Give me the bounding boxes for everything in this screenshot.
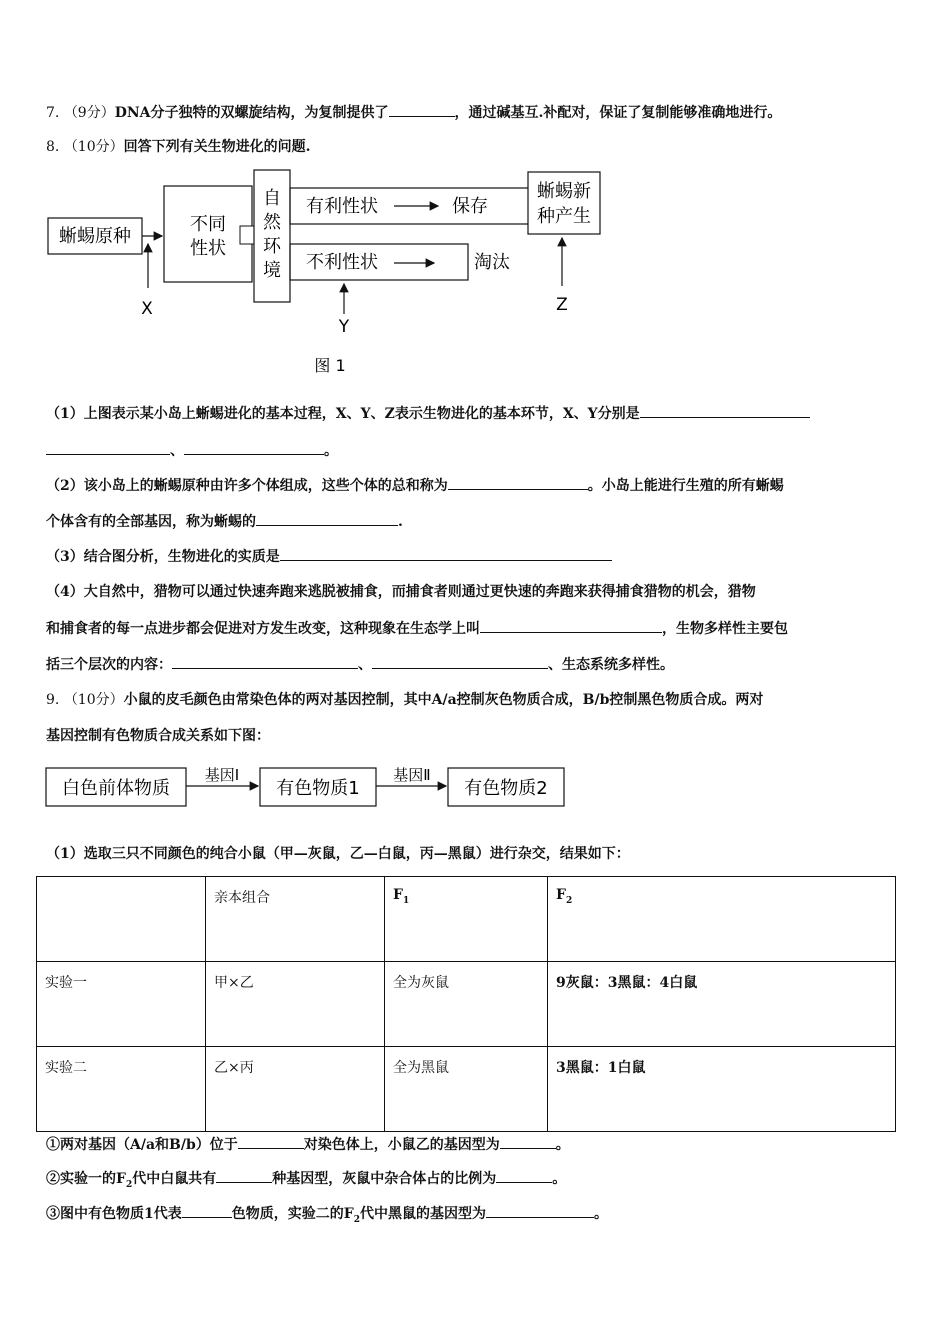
evolution-diagram <box>46 164 606 382</box>
q9-p1-text: （1）选取三只不同颜色的纯合小鼠（甲—灰鼠，乙—白鼠，丙—黑鼠）进行杂交，结果如下： <box>46 846 630 862</box>
label-x: X <box>141 299 153 319</box>
gene2-label: 基因Ⅱ <box>393 766 431 784</box>
q8-p1-line1 <box>46 403 910 424</box>
traits-line2: 性状 <box>190 238 226 259</box>
q9-s1-line <box>46 1134 910 1155</box>
table-cell: 实验一 <box>37 962 206 1047</box>
cross-results-table <box>36 876 896 1132</box>
label-y: Y <box>338 317 350 337</box>
table-header-row <box>37 877 896 962</box>
q9-s2-sub: 2 <box>125 1179 133 1190</box>
q8-p2-text-b: 。小岛上能进行生殖的所有蜥蜴 <box>587 478 784 494</box>
q8-p3-blank[interactable] <box>280 546 612 561</box>
table-row <box>37 962 896 1047</box>
q7-answer-blank[interactable] <box>389 102 455 117</box>
colored-substance-2-label: 有色物质2 <box>464 778 548 799</box>
q9-s2-blank-2[interactable] <box>496 1168 552 1183</box>
q7-line <box>46 102 910 123</box>
q9-s2-line <box>46 1168 910 1195</box>
q8-p4-text-c: ，生物多样性主要包 <box>662 621 788 637</box>
q9-text-b: 基因控制有色物质合成关系如下图： <box>46 728 270 744</box>
q9-s3-line <box>46 1203 910 1230</box>
q9-s1-text-a: ①两对基因（A/a和B/b）位于 <box>46 1137 238 1153</box>
q9-s2-text-c: 种基因型，灰鼠中杂合体占的比例为 <box>272 1171 497 1187</box>
q9-s1-blank-2[interactable] <box>500 1134 556 1149</box>
q8-p1-end: 。 <box>324 443 338 459</box>
q8-p1-line2 <box>46 440 910 461</box>
q8-p1-text: （1）上图表示某小岛上蜥蜴进化的基本过程，X、Y、Z表示生物进化的基本环节，X、Y分别是 <box>46 406 640 422</box>
new-species-line1: 蜥蜴新 <box>537 181 591 202</box>
q8-p2-text-a: （2）该小岛上的蜥蜴原种由许多个体组成，这些个体的总和称为 <box>46 478 448 494</box>
q8-p2-text-d: . <box>398 514 403 530</box>
q9-p1-line <box>46 844 910 864</box>
table-cell: 3黑鼠：1白鼠 <box>548 1047 896 1132</box>
q8-p2-text-c: 个体含有的全部基因，称为蜥蜴的 <box>46 514 256 530</box>
q8-p2-blank-1[interactable] <box>448 475 588 490</box>
q8-p2-line1 <box>46 475 910 496</box>
env-char-3: 环 <box>263 236 281 257</box>
q9-text-a: 小鼠的皮毛颜色由常染色体的两对基因控制，其中A/a控制灰色物质合成，B/b控制黑色物质合成。两对 <box>123 692 764 708</box>
q9-s1-text-c: 。 <box>555 1137 570 1153</box>
q9-score: （10分） <box>63 692 124 708</box>
eliminate-label: 淘汰 <box>474 252 510 273</box>
table-cell: 全为黑鼠 <box>385 1047 548 1132</box>
q8-p4-line3 <box>46 654 910 675</box>
q8-p3-text: （3）结合图分析，生物进化的实质是 <box>46 549 280 565</box>
q9-s3-text-d: 。 <box>593 1206 608 1222</box>
q8-line <box>46 137 910 157</box>
pigment-pathway-diagram <box>44 762 574 812</box>
q8-p4-line1 <box>46 582 910 602</box>
table-cell: 乙×丙 <box>206 1047 385 1132</box>
table-row <box>37 1047 896 1132</box>
q9-number: 9. <box>46 692 60 708</box>
q7-text-a: DNA分子独特的双螺旋结构，为复制提供了 <box>114 105 389 121</box>
q7-number: 7. <box>46 105 60 121</box>
q9-line1 <box>46 690 910 710</box>
q8-p4-line2 <box>46 618 910 639</box>
q9-s1-blank-1[interactable] <box>238 1134 304 1149</box>
q9-s2-text-d: 。 <box>552 1171 567 1187</box>
q9-s3-text-b: 色物质，实验二的F <box>231 1206 354 1222</box>
figure-caption: 图 1 <box>314 356 346 375</box>
q8-text: 回答下列有关生物进化的问题. <box>123 139 311 155</box>
q9-s2-text-b: 代中白鼠共有 <box>132 1171 217 1187</box>
table-cell: 9灰鼠：3黑鼠：4白鼠 <box>548 962 896 1047</box>
label-z: Z <box>556 295 568 315</box>
env-char-2: 然 <box>263 212 281 233</box>
q9-s3-text-c: 代中黑鼠的基因型为 <box>359 1206 486 1222</box>
q9-s2-blank-1[interactable] <box>216 1168 272 1183</box>
gene1-label: 基因Ⅰ <box>204 766 240 784</box>
table-header-cell: $F_2$ <box>548 877 896 962</box>
q8-p2-blank-2[interactable] <box>256 511 398 526</box>
q8-p4-text-a: （4）大自然中，猎物可以通过快速奔跑来逃脱被捕食，而捕食者则通过更快速的奔跑来获得捕食猎物的机会，猎物 <box>46 584 756 600</box>
q9-s3-blank-1[interactable] <box>182 1203 232 1218</box>
table-cell: 实验二 <box>37 1047 206 1132</box>
q8-p1-sep: 、 <box>170 443 184 459</box>
q8-p4-blank-2[interactable] <box>172 654 358 669</box>
table-cell: 全为灰鼠 <box>385 962 548 1047</box>
q9-s3-sub: 2 <box>353 1214 360 1225</box>
q8-p1-blank-1b[interactable] <box>46 440 170 455</box>
q8-p4-text-f: 、生态系统多样性。 <box>548 657 674 673</box>
q9-s2-text-a: ②实验一的F <box>46 1171 126 1187</box>
table-cell: 甲×乙 <box>206 962 385 1047</box>
colored-substance-1-label: 有色物质1 <box>276 778 360 799</box>
env-char-1: 自 <box>263 188 281 209</box>
unfavorable-label: 不利性状 <box>306 252 378 273</box>
q8-p4-text-d: 括三个层次的内容： <box>46 657 172 673</box>
q8-number: 8. <box>46 139 60 155</box>
favorable-label: 有利性状 <box>306 196 378 217</box>
q8-p1-blank-2[interactable] <box>184 440 324 455</box>
q9-s3-blank-2[interactable] <box>486 1203 594 1218</box>
table-header-cell <box>37 877 206 962</box>
q8-p4-text-e: 、 <box>358 657 372 673</box>
traits-line1: 不同 <box>190 214 226 235</box>
q8-p2-line2 <box>46 511 910 532</box>
q8-p4-text-b: 和捕食者的每一点进步都会促进对方发生改变，这种现象在生态学上叫 <box>46 621 480 637</box>
q7-score: （9分） <box>63 105 115 121</box>
table-header-cell: 亲本组合 <box>206 877 385 962</box>
q8-p1-blank-1a[interactable] <box>640 403 810 418</box>
new-species-line2: 种产生 <box>537 206 591 227</box>
origin-label: 蜥蜴原种 <box>59 226 131 247</box>
q8-p4-blank-1[interactable] <box>480 618 662 633</box>
q8-p4-blank-3[interactable] <box>372 654 548 669</box>
env-char-4: 境 <box>263 260 281 281</box>
white-precursor-label: 白色前体物质 <box>62 778 170 799</box>
q9-s3-text-a: ③图中有色物质1代表 <box>46 1206 182 1222</box>
table-header-cell: $F_1$ <box>385 877 548 962</box>
preserve-label: 保存 <box>452 196 488 217</box>
q9-s1-text-b: 对染色体上，小鼠乙的基因型为 <box>303 1137 500 1153</box>
q8-score: （10分） <box>63 139 124 155</box>
q7-text-b: ，通过碱基互.补配对，保证了复制能够准确地进行。 <box>454 105 782 121</box>
q8-p3-line <box>46 546 910 567</box>
q9-line2 <box>46 726 910 746</box>
